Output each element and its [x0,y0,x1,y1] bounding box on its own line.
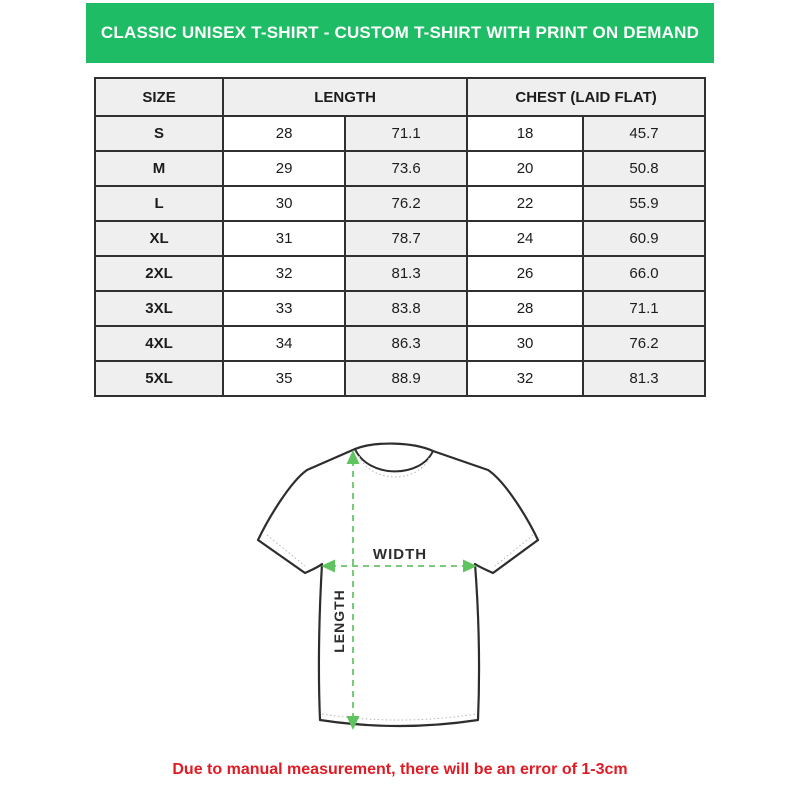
length-cm-cell: 71.1 [345,116,467,151]
tshirt-measurement-diagram [240,433,560,755]
width-label: WIDTH [372,546,428,563]
chest-cm-cell: 81.3 [583,361,705,396]
chest-cm-cell: 66.0 [583,256,705,291]
table-row [95,186,705,221]
column-header-size: SIZE [95,78,223,116]
table-row [95,221,705,256]
table-row [95,291,705,326]
title-banner [86,3,714,63]
table-header-row [95,78,705,116]
size-cell: 4XL [95,326,223,361]
chest-in-cell: 18 [467,116,583,151]
chest-in-cell: 26 [467,256,583,291]
size-cell: L [95,186,223,221]
length-cm-cell: 76.2 [345,186,467,221]
length-cm-cell: 81.3 [345,256,467,291]
size-cell: 5XL [95,361,223,396]
page-title: CLASSIC UNISEX T-SHIRT - CUSTOM T-SHIRT WITH PRINT ON DEMAND [100,23,700,42]
size-cell: XL [95,221,223,256]
length-in-cell: 31 [223,221,345,256]
table-row [95,256,705,291]
length-in-cell: 35 [223,361,345,396]
size-cell: 2XL [95,256,223,291]
chest-in-cell: 30 [467,326,583,361]
tshirt-diagram-svg [240,433,560,755]
chest-in-cell: 28 [467,291,583,326]
chest-in-cell: 22 [467,186,583,221]
table-row [95,151,705,186]
measurement-note: Due to manual measurement, there will be an error of 1-3cm [172,761,628,778]
length-in-cell: 30 [223,186,345,221]
tshirt-outline [258,444,538,726]
table-row [95,326,705,361]
table-row [95,361,705,396]
chest-cm-cell: 55.9 [583,186,705,221]
length-in-cell: 29 [223,151,345,186]
length-cm-cell: 83.8 [345,291,467,326]
chest-cm-cell: 50.8 [583,151,705,186]
table-row [95,116,705,151]
chest-in-cell: 20 [467,151,583,186]
length-in-cell: 32 [223,256,345,291]
length-cm-cell: 86.3 [345,326,467,361]
size-cell: 3XL [95,291,223,326]
chest-in-cell: 32 [467,361,583,396]
length-cm-cell: 78.7 [345,221,467,256]
chest-cm-cell: 71.1 [583,291,705,326]
length-in-cell: 33 [223,291,345,326]
length-cm-cell: 73.6 [345,151,467,186]
chest-cm-cell: 45.7 [583,116,705,151]
length-in-cell: 34 [223,326,345,361]
length-in-cell: 28 [223,116,345,151]
size-cell: S [95,116,223,151]
chest-cm-cell: 60.9 [583,221,705,256]
length-label: LENGTH [331,589,347,653]
column-header-length: LENGTH [223,78,467,116]
chest-in-cell: 24 [467,221,583,256]
size-chart-table [94,77,706,397]
chest-cm-cell: 76.2 [583,326,705,361]
size-cell: M [95,151,223,186]
length-cm-cell: 88.9 [345,361,467,396]
column-header-chest: CHEST (LAID FLAT) [467,78,705,116]
